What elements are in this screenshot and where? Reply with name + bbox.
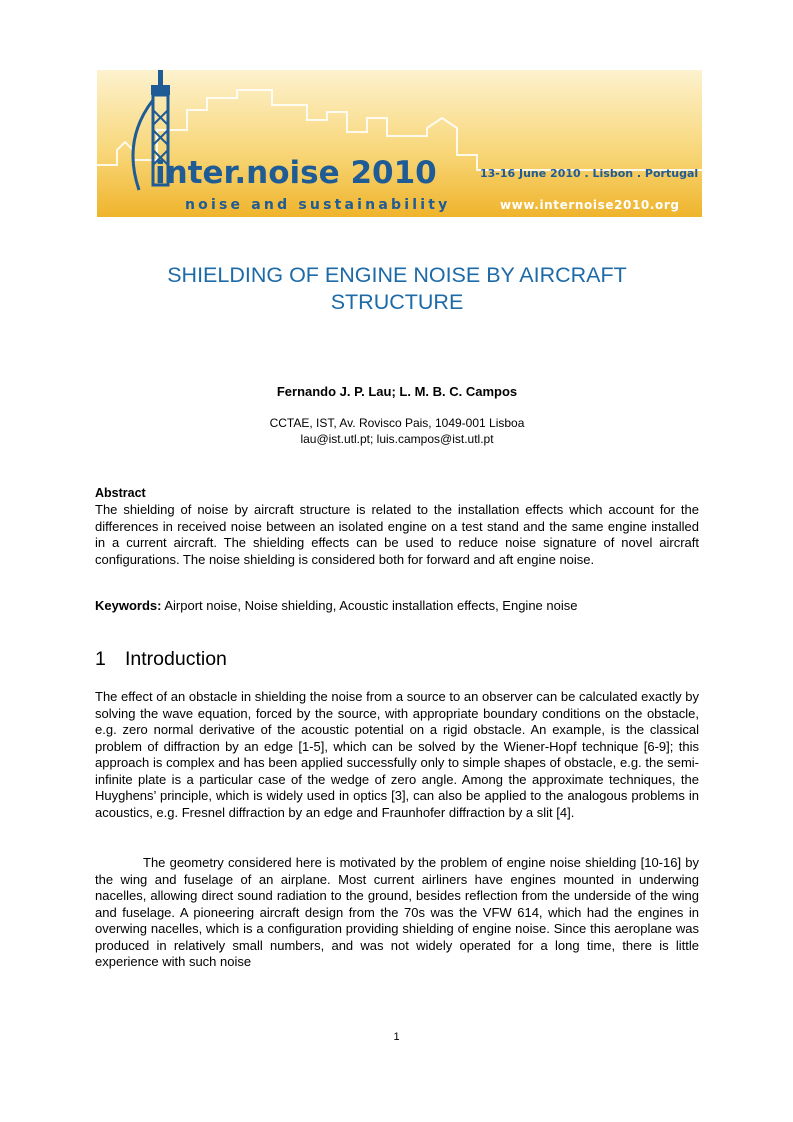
authors: Fernando J. P. Lau; L. M. B. C. Campos xyxy=(276,384,518,399)
paper-title xyxy=(96,262,698,316)
section-heading xyxy=(95,648,227,671)
keywords-text: Airport noise, Noise shielding, Acoustic installation effects, Engine noise xyxy=(161,598,578,613)
banner-graphic xyxy=(97,70,702,217)
section-number: 1 xyxy=(95,648,106,670)
title-line-2: STRUCTURE xyxy=(330,290,464,314)
conference-banner xyxy=(97,70,702,217)
abstract-text: The shielding of noise by aircraft structure is related to the installation effects which account for the differences in received noise between an isolated engine on a test stand and the same engine installed in a current aircraft. The shielding effects can be used to reduce noise signature of novel aircraft configurations. The noise shielding is considered both for forward and aft engine noise. xyxy=(95,502,699,567)
page-number: 1 xyxy=(393,1031,400,1043)
section-title: Introduction xyxy=(125,648,227,670)
intro-paragraph-2: The geometry considered here is motivated by the problem of engine noise shielding [10-16] by the wing and fuselage of an airplane. Most current airliners have engines mounted in underwing nacelles, allowing direct sound radiation to the ground, besides reflection from the underside of the wing and fuselage. A pioneering aircraft design from the 70s was the VFW 614, which had the engines in overwing nacelles, which is a configuration providing shielding of engine noise. Since this aeroplane was produced in relatively small numbers, and was not widely operated for a long time, there is little experience with such noise xyxy=(95,855,699,969)
affiliation: CCTAE, IST, Av. Rovisco Pais, 1049-001 Lisboa xyxy=(269,416,525,430)
banner-url: www.internoise2010.org xyxy=(500,198,680,212)
keywords xyxy=(95,598,699,615)
keywords-label: Keywords: xyxy=(95,598,162,613)
abstract-heading: Abstract xyxy=(95,486,146,500)
intro-paragraph-1: The effect of an obstacle in shielding the noise from a source to an observer can be calculated exactly by solving the wave equation, forced by the source, with appropriate boundary conditions on the obstacle, e.g. zero normal derivative of the acoustic potential on a rigid obstacle. An example, is the classical problem of diffraction by an edge [1-5], which can be solved by the Wiener-Hopf technique [6-9]; this approach is complex and has been applied successfully only to simple shapes of obstacle, e.g. the semi-infinite plate is a particular case of the wedge of zero angle. Among the approximate techniques, the Huyghens’ principle, which is widely used in optics [3], can also be applied to the analogous problems in acoustics, e.g. Fresnel diffraction by an edge and Fraunhofer diffraction by a slit [4]. xyxy=(95,689,699,820)
banner-subtitle: noise and sustainability xyxy=(185,197,451,213)
emails: lau@ist.utl.pt; luis.campos@ist.utl.pt xyxy=(300,432,494,446)
affiliation-block xyxy=(96,415,698,447)
banner-dates: 13-16 June 2010 . Lisbon . Portugal xyxy=(480,167,699,180)
title-line-1: SHIELDING OF ENGINE NOISE BY AIRCRAFT xyxy=(167,263,627,287)
banner-logo-text: inter.noise 2010 xyxy=(155,155,437,191)
